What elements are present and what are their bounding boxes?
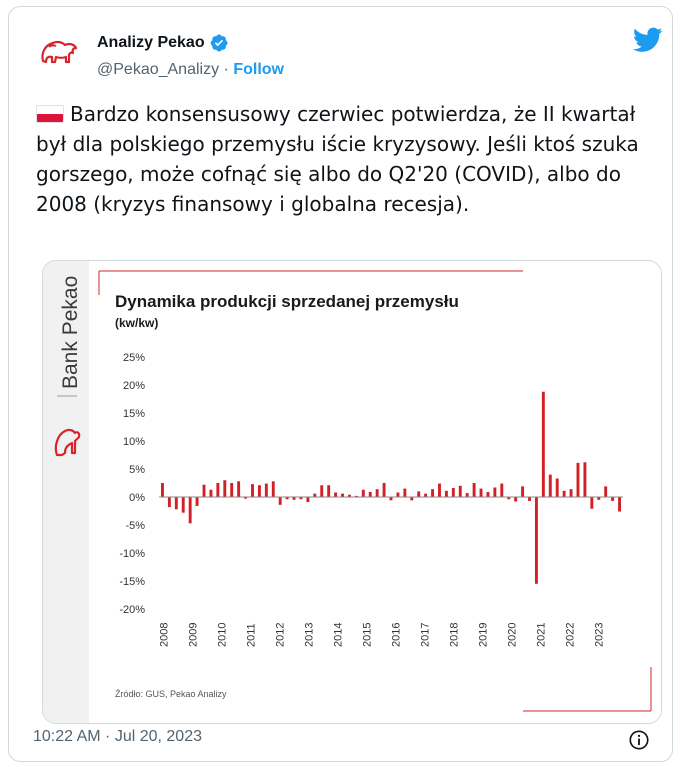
bar	[618, 497, 621, 512]
x-tick-label: 2018	[448, 622, 461, 647]
bar	[313, 494, 316, 497]
bar	[452, 488, 455, 497]
bar	[237, 481, 240, 497]
bar	[272, 481, 275, 497]
y-tick-label: 25%	[122, 352, 145, 364]
tweet-timestamp[interactable]: 10:22 AM · Jul 20, 2023	[33, 728, 202, 745]
bar	[376, 489, 379, 497]
y-tick-label: -10%	[119, 548, 145, 560]
y-tick-label: -5%	[125, 520, 145, 532]
bar	[258, 485, 261, 497]
bar	[417, 491, 420, 497]
follow-button[interactable]: Follow	[233, 61, 284, 78]
bar	[466, 493, 469, 497]
bar	[203, 485, 206, 497]
y-axis	[119, 352, 145, 616]
bison-logo-icon	[37, 31, 81, 75]
handle-separator: ·	[223, 61, 229, 78]
tweet-header	[33, 25, 663, 85]
account-name[interactable]: Analizy Pekao	[97, 34, 205, 51]
avatar[interactable]	[37, 31, 81, 75]
info-icon[interactable]	[628, 729, 650, 751]
y-tick-label: -15%	[119, 576, 145, 588]
bar	[445, 491, 448, 497]
bar	[563, 491, 566, 497]
bar	[369, 492, 372, 497]
tweet-text	[36, 99, 656, 219]
chart-title: Dynamika produkcji sprzedanej przemysłu	[115, 292, 459, 311]
bar	[500, 484, 503, 497]
source-note: Źródło: GUS, Pekao Analizy	[115, 689, 227, 699]
tweet-media-chart[interactable]	[42, 260, 662, 724]
bar	[396, 493, 399, 497]
bar	[487, 492, 490, 497]
x-tick-label: 2017	[419, 622, 432, 647]
bar	[542, 392, 545, 497]
brand-text: Bank Pekao	[59, 275, 82, 389]
bar	[604, 486, 607, 497]
y-tick-label: 0%	[129, 492, 145, 504]
bar	[341, 494, 344, 497]
bar	[549, 475, 552, 497]
bar	[431, 489, 434, 497]
bar	[230, 483, 233, 497]
brand-text-group	[59, 276, 82, 389]
bar	[535, 497, 538, 584]
x-tick-label: 2023	[593, 622, 606, 647]
y-tick-label: 5%	[129, 464, 145, 476]
bar	[327, 485, 330, 497]
tweet-card	[8, 6, 673, 762]
bar	[161, 483, 164, 497]
x-tick-label: 2008	[158, 622, 171, 647]
bar	[306, 497, 309, 502]
bar	[196, 497, 199, 506]
account-handle[interactable]: @Pekao_Analizy	[97, 61, 220, 78]
bar	[334, 493, 337, 497]
bar	[390, 497, 393, 500]
y-tick-label: 20%	[122, 380, 145, 392]
x-tick-label: 2019	[477, 622, 490, 647]
x-tick-label: 2011	[245, 623, 258, 647]
x-axis	[158, 623, 605, 647]
x-tick-label: 2013	[303, 622, 316, 647]
bar	[570, 489, 573, 497]
poland-flag-icon	[36, 105, 64, 123]
bar	[528, 497, 531, 501]
y-tick-label: 10%	[122, 436, 145, 448]
y-tick-label: 15%	[122, 408, 145, 420]
x-tick-label: 2022	[564, 622, 577, 647]
bar	[209, 490, 212, 497]
bar	[279, 497, 282, 505]
x-tick-label: 2021	[535, 622, 548, 647]
tweet-body: Bardzo konsensusowy czerwiec potwierdza, że II kwartał był dla polskiego przemysłu iście kryzysowy. Jeśli ktoś szuka gorszego, może cofnąć się albo do Q2'20 (COVID), albo do 2008 (kryzys finansowy i globalna recesja).	[36, 102, 639, 216]
bar	[189, 497, 192, 523]
bar	[521, 486, 524, 497]
bar	[223, 480, 226, 497]
handle-row	[97, 61, 284, 79]
x-tick-label: 2009	[187, 622, 200, 647]
x-tick-label: 2010	[216, 622, 229, 647]
twitter-bird-icon[interactable]	[633, 27, 663, 53]
x-tick-label: 2012	[274, 622, 287, 647]
bar	[320, 485, 323, 497]
verified-badge-icon	[209, 33, 229, 53]
bar	[514, 497, 517, 501]
bar	[383, 483, 386, 497]
bar	[251, 484, 254, 497]
x-tick-label: 2020	[506, 622, 519, 647]
name-row	[97, 33, 229, 53]
bar-series	[161, 392, 621, 584]
bar	[216, 483, 219, 497]
bar	[459, 486, 462, 497]
bar	[556, 479, 559, 497]
bar	[182, 497, 185, 513]
bar	[265, 484, 268, 497]
bar	[438, 484, 441, 497]
bar	[175, 497, 178, 509]
y-tick-label: -20%	[119, 604, 145, 616]
bar	[362, 490, 365, 497]
bar	[424, 494, 427, 497]
x-tick-label: 2015	[361, 622, 374, 647]
bar	[480, 489, 483, 497]
bar	[403, 489, 406, 497]
bar	[583, 462, 586, 497]
chart-subtitle: (kw/kw)	[115, 316, 159, 330]
bar	[577, 463, 580, 497]
bar	[590, 497, 593, 509]
x-tick-label: 2016	[390, 622, 403, 647]
bar	[168, 497, 171, 507]
bar	[473, 483, 476, 497]
bar	[410, 497, 413, 500]
bar	[493, 487, 496, 497]
x-tick-label: 2014	[332, 622, 345, 647]
bar	[611, 497, 614, 501]
chart-canvas	[43, 261, 662, 724]
